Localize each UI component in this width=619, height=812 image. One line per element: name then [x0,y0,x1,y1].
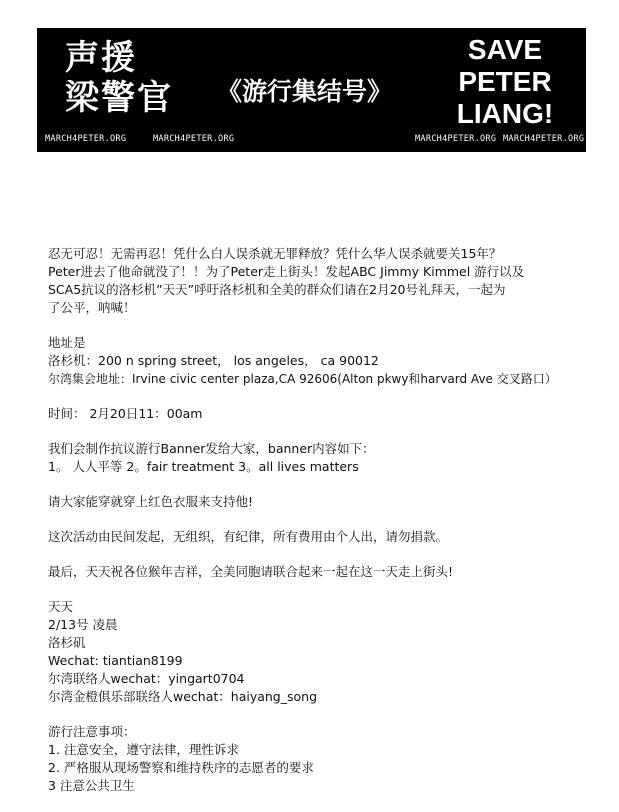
document-body [48,245,588,812]
time-paragraph [48,405,588,423]
signature-name: 天天 [48,599,74,614]
intro-line: 了公平，呐喊！ [48,300,136,315]
banner-url-4: MARCH4PETER.ORG [503,134,585,144]
closing-text: 最后，天天祝各位猴年吉祥，全美同胞请联合起来一起在这一天走上街头! [48,564,454,579]
notes-item: 3 注意公共卫生 [48,778,135,793]
banner-center-title: 《游行集结号》 [217,77,393,106]
notes-item: 1. 注意安全，遵守法律，理性诉求 [48,742,239,757]
notes-heading: 游行注意事项： [48,724,136,739]
banner-info-paragraph [48,440,588,476]
address-la: 洛杉机：200 n spring street， los angeles， ca 90012 [48,353,379,368]
signature-block [48,598,588,706]
address-paragraph [48,334,588,388]
intro-line: Peter进去了他命就没了！！为了Peter走上街头！发起ABC Jimmy Kimmel 游行以及 [48,264,525,279]
banner-right-line-2: PETER [458,66,552,97]
signature-date: 2/13号 凌晨 [48,617,118,632]
funding-text: 这次活动由民间发起，无组织，有纪律，所有费用由个人出，请勿捐款。 [48,529,449,544]
banner-url-3: MARCH4PETER.ORG [415,134,497,144]
closing-paragraph [48,563,588,581]
signature-wechat: Wechat: tiantian8199 [48,653,183,668]
banner-right-line-3: LIANG! [456,98,554,129]
notes-block [48,723,588,795]
event-time: 时间： 2月20日11：00am [48,406,203,421]
irvine-contact: 尔湾联络人wechat：yingart0704 [48,671,245,686]
intro-line: SCA5抗议的洛杉机”天天”呼吁洛杉机和全美的群众们请在2月20号礼拜天，一起为 [48,282,506,297]
banner-left-line-1: 声援 [65,38,137,78]
funding-paragraph [48,528,588,546]
banner-left-title [65,38,173,118]
header-banner [37,28,586,152]
dress-text: 请大家能穿就穿上红色衣服来支持他! [48,494,254,509]
banner-right-line-1: SAVE [467,34,543,65]
signature-city: 洛杉矶 [48,635,86,650]
banner-url-2: MARCH4PETER.ORG [153,134,235,144]
club-contact: 尔湾金橙俱乐部联络人wechat：haiyang_song [48,689,318,704]
banner-right-title [440,34,570,130]
address-heading: 地址是 [48,335,86,350]
banner-left-line-2: 梁警官 [65,78,173,118]
address-irvine: 尔湾集会地址：Irvine civic center plaza,CA 92606(Alton pkwy和harvard Ave 交叉路口） [48,372,557,386]
intro-line: 忍无可忍！无需再忍！凭什么白人误杀就无罪释放？凭什么华人误杀就要关15年？ [48,246,502,261]
intro-paragraph [48,245,588,317]
banner-url-1: MARCH4PETER.ORG [45,134,127,144]
banner-info-line: 1。 人人平等 2。fair treatment 3。all lives matters [48,459,359,474]
dress-paragraph [48,493,588,511]
notes-item: 2. 严格服从现场警察和维持秩序的志愿者的要求 [48,760,314,775]
banner-info-line: 我们会制作抗议游行Banner发给大家，banner内容如下： [48,441,375,456]
